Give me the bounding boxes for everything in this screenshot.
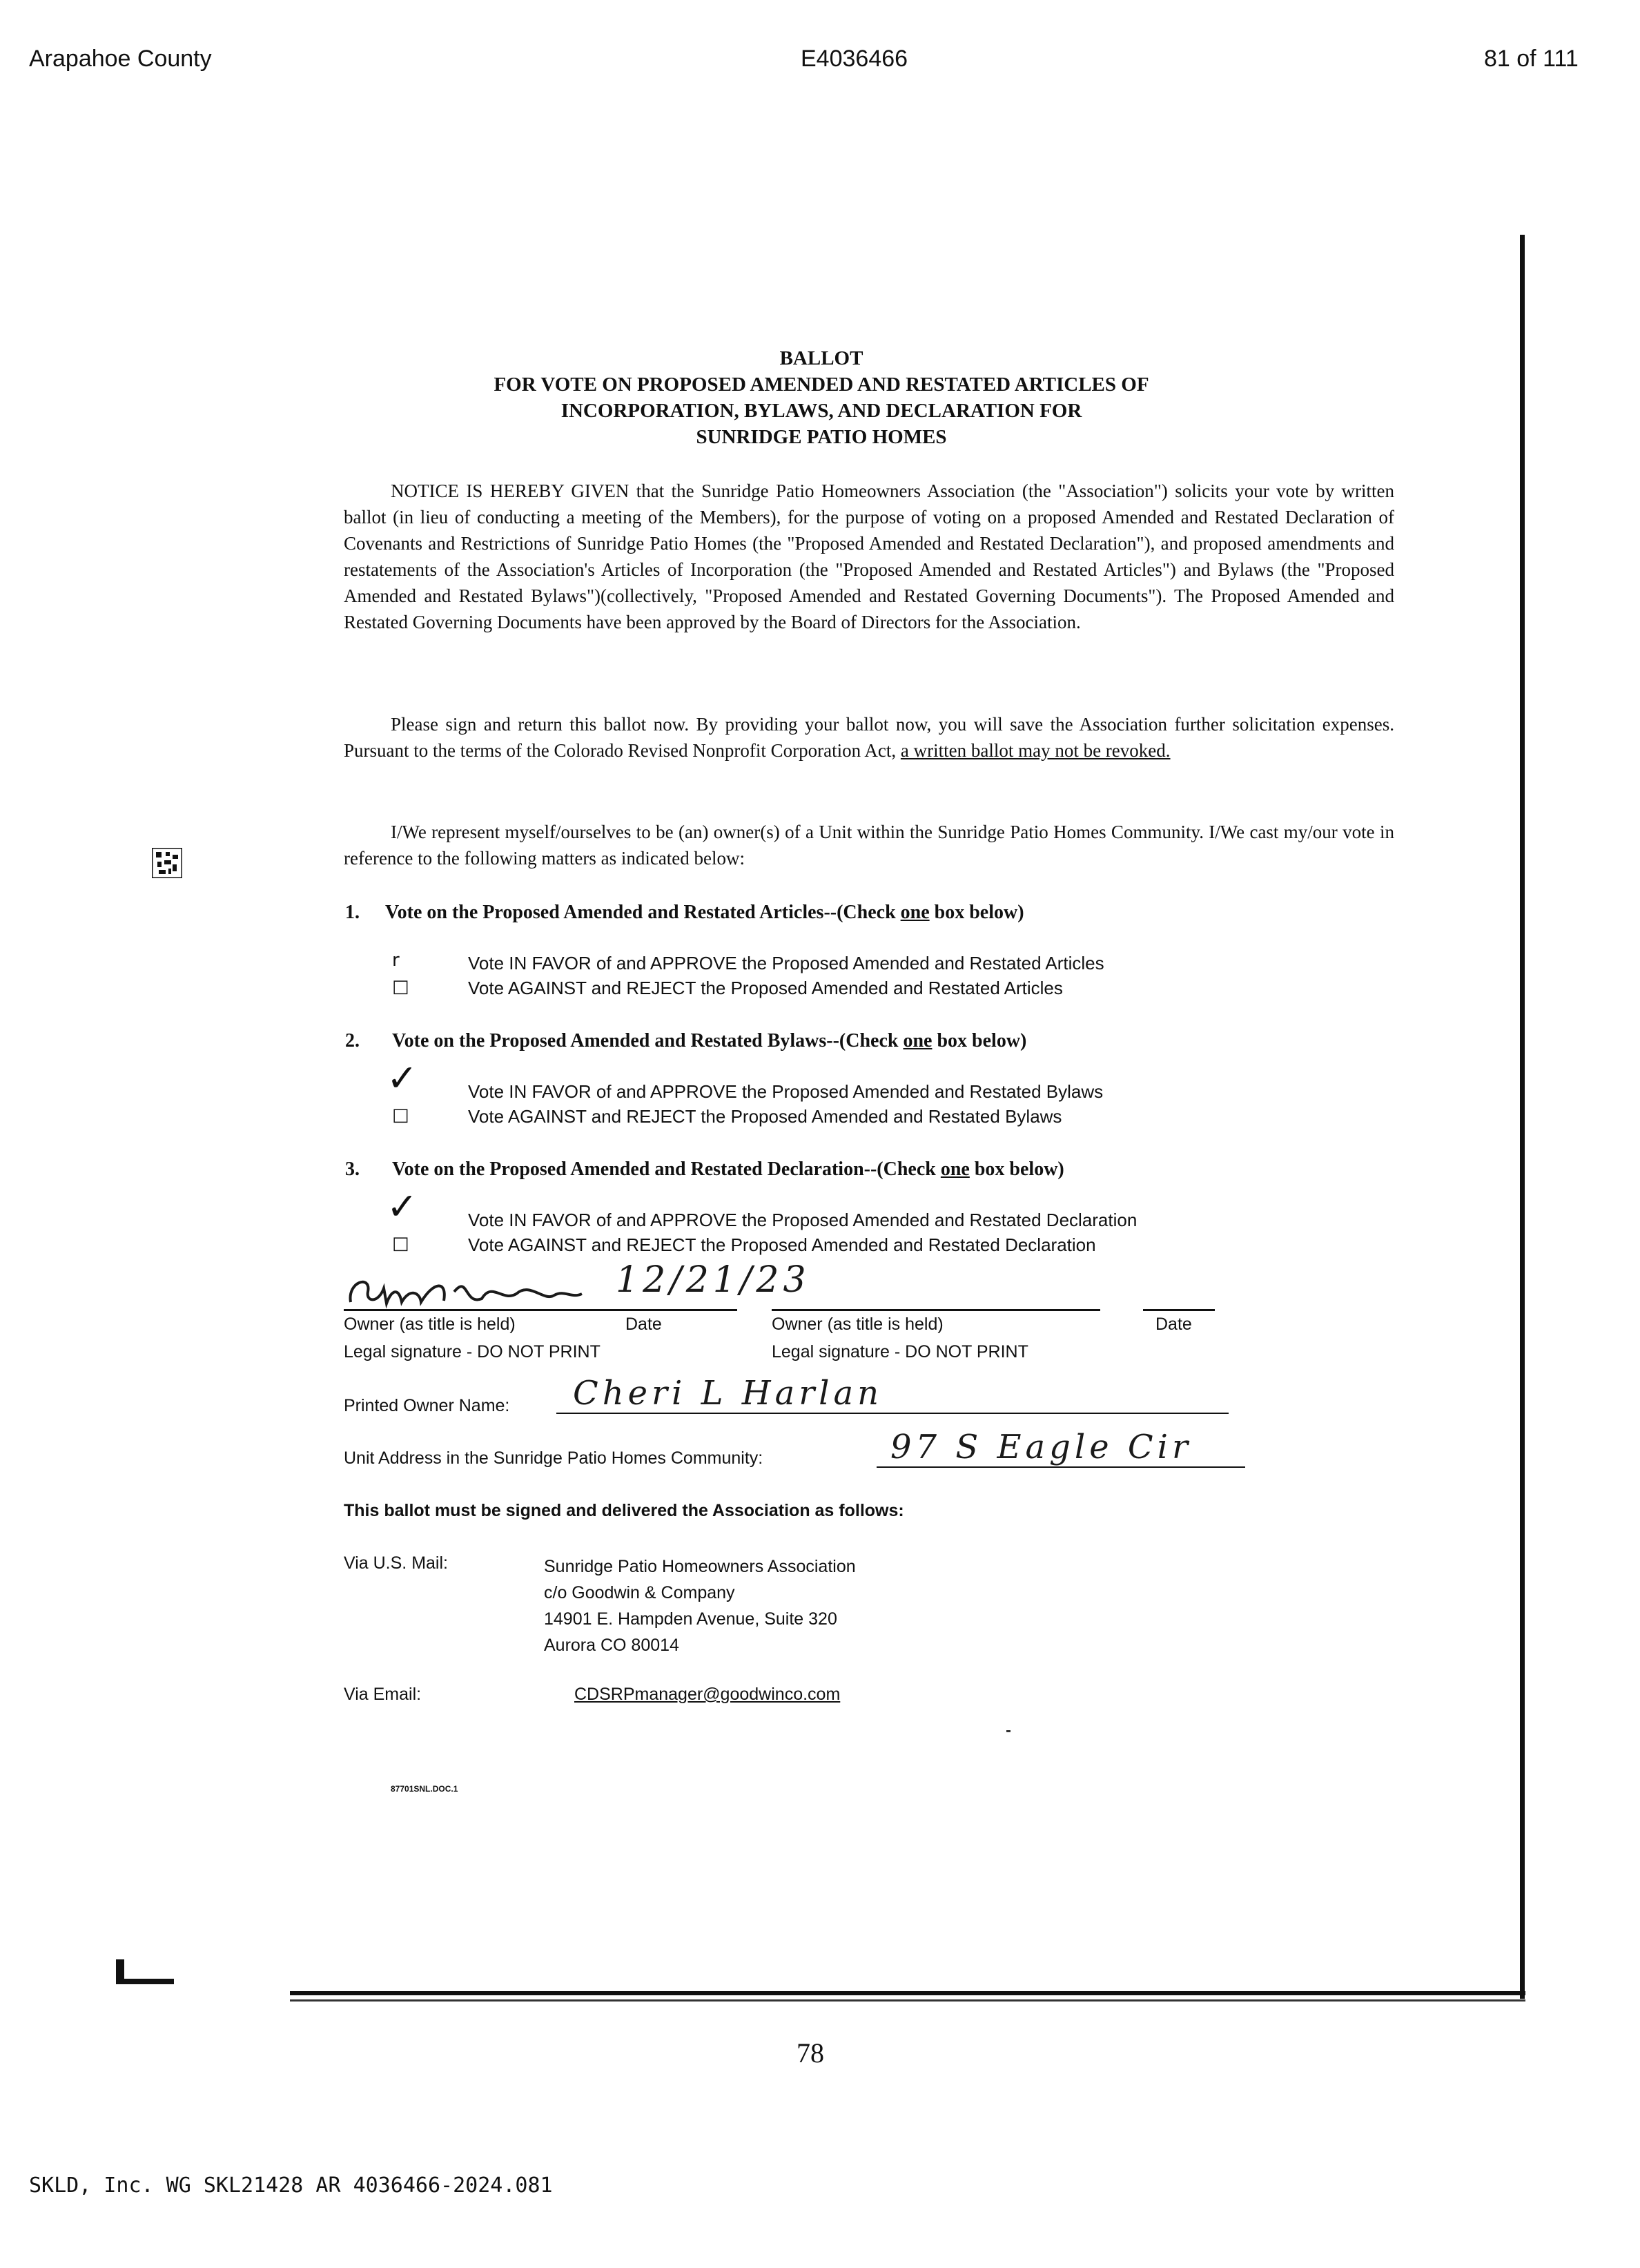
return-paragraph xyxy=(344,711,1394,764)
return-text: Please sign and return this ballot now. By providing your ballot now, you will save the Association further solicitation expenses. Pursuant to the terms of the Colorado Revised Nonprofit Corporation Act, xyxy=(344,714,1394,761)
mail-line-3: 14901 E. Hampden Avenue, Suite 320 xyxy=(544,1609,837,1629)
item-2-favor-box[interactable]: ✓ xyxy=(387,1056,418,1100)
printed-name-label: Printed Owner Name: xyxy=(344,1396,510,1415)
item-2-against-label: Vote AGAINST and REJECT the Proposed Amended and Restated Bylaws xyxy=(468,1106,1062,1127)
reception-number: E4036466 xyxy=(801,46,908,72)
scan-bottom-border xyxy=(290,1991,1525,1995)
item-2-number: 2. xyxy=(345,1030,360,1051)
item-2-heading: 2. Vote on the Proposed Amended and Restated Bylaws--(Check one box below) xyxy=(345,1030,1027,1051)
owner-label-2: Owner (as title is held) xyxy=(772,1315,944,1334)
date-label-1: Date xyxy=(625,1315,662,1334)
date-line-2 xyxy=(1143,1309,1215,1311)
document-title xyxy=(442,345,1201,450)
unit-address-label: Unit Address in the Sunridge Patio Homes Community: xyxy=(344,1448,763,1468)
title-line-2: FOR VOTE ON PROPOSED AMENDED AND RESTATED ARTICLES OF xyxy=(494,374,1149,396)
scan-corner-base xyxy=(116,1979,174,1984)
legal-signature-label-1: Legal signature - DO NOT PRINT xyxy=(344,1342,601,1361)
item-3-favor-label: Vote IN FAVOR of and APPROVE the Proposed Amended and Restated Declaration xyxy=(468,1210,1138,1230)
mail-label: Via U.S. Mail: xyxy=(344,1553,448,1573)
delivery-intro: This ballot must be signed and delivered the Association as follows: xyxy=(344,1501,904,1520)
mail-line-2: c/o Goodwin & Company xyxy=(544,1583,735,1602)
mail-line-4: Aurora CO 80014 xyxy=(544,1636,679,1655)
return-underlined: a written ballot may not be revoked. xyxy=(900,740,1171,761)
mail-line-1: Sunridge Patio Homeowners Association xyxy=(544,1557,856,1576)
item-1-number: 1. xyxy=(345,902,360,923)
item-1-against-label: Vote AGAINST and REJECT the Proposed Amended and Restated Articles xyxy=(468,978,1063,998)
printed-name-line xyxy=(556,1413,1229,1414)
item-1-favor-box[interactable]: r xyxy=(392,950,400,971)
legal-signature-label-2: Legal signature - DO NOT PRINT xyxy=(772,1342,1028,1361)
item-3-heading: 3. Vote on the Proposed Amended and Restated Declaration--(Check one box below) xyxy=(345,1159,1064,1180)
scan-right-border xyxy=(1520,235,1525,1999)
date-label-2: Date xyxy=(1155,1315,1192,1334)
title-line-3: INCORPORATION, BYLAWS, AND DECLARATION FOR xyxy=(560,400,1082,422)
page-number: 78 xyxy=(797,2037,824,2068)
unit-address-line xyxy=(877,1466,1245,1468)
notice-paragraph: NOTICE IS HEREBY GIVEN that the Sunridge Patio Homeowners Association (the "Association") solicits your vote by written ballot (in lieu of conducting a meeting of the Members), for the purpose of voting on a proposed Amended and Restated Declaration of Covenants and Restrictions of Sunridge Patio Homes (the "Proposed Amended and Restated Declaration"), and proposed amendments and restatements of the Association's Articles of Incorporation (the "Proposed Amended and Restated Articles") and Bylaws (the "Proposed Amended and Restated Bylaws")(collectively, "Proposed Amended and Restated Governing Documents"). The Proposed Amended and Restated Governing Documents have been approved by the Board of Directors for the Association. xyxy=(344,481,1394,632)
owner-signature xyxy=(344,1261,592,1316)
signature-line-2 xyxy=(772,1309,1100,1311)
handwritten-date: 12/21/23 xyxy=(616,1259,810,1301)
signature-line-1 xyxy=(344,1309,737,1311)
document-code: 87701SNL.DOC.1 xyxy=(391,1784,458,1794)
item-1-against-box[interactable]: □ xyxy=(392,976,409,997)
item-1-favor-label: Vote IN FAVOR of and APPROVE the Proposed Amended and Restated Articles xyxy=(468,953,1104,973)
title-line-4: SUNRIDGE PATIO HOMES xyxy=(696,426,947,448)
county-header: Arapahoe County xyxy=(29,46,212,72)
printed-name-value: Cheri L Harlan xyxy=(573,1374,884,1413)
footer-stamp: SKLD, Inc. WG SKL21428 AR 4036466-2024.081 xyxy=(29,2173,553,2198)
item-2-favor-label: Vote IN FAVOR of and APPROVE the Proposed Amended and Restated Bylaws xyxy=(468,1081,1104,1102)
item-2-against-box[interactable]: □ xyxy=(392,1105,409,1125)
email-link[interactable]: CDSRPmanager@goodwinco.com xyxy=(574,1685,841,1704)
mail-address-block xyxy=(544,1553,856,1658)
title-line-1: BALLOT xyxy=(779,347,863,369)
page-of-count: 81 of 111 xyxy=(1484,46,1579,72)
email-label: Via Email: xyxy=(344,1685,422,1704)
scan-bottom-border-2 xyxy=(290,1999,1525,2002)
item-3-favor-box[interactable]: ✓ xyxy=(387,1185,418,1228)
item-1-heading: 1. Vote on the Proposed Amended and Restated Articles--(Check one box below) xyxy=(345,902,1024,923)
owner-label-1: Owner (as title is held) xyxy=(344,1315,516,1334)
represent-paragraph: I/We represent myself/ourselves to be (an) owner(s) of a Unit within the Sunridge Patio Homes Community. I/We cast my/our vote in reference to the following matters as indicated below: xyxy=(344,822,1394,869)
item-3-against-label: Vote AGAINST and REJECT the Proposed Amended and Restated Declaration xyxy=(468,1234,1096,1255)
item-3-against-box[interactable]: □ xyxy=(392,1233,409,1254)
item-3-number: 3. xyxy=(345,1159,360,1180)
barcode-icon xyxy=(152,848,182,878)
scan-speck xyxy=(1006,1730,1011,1732)
unit-address-value: 97 S Eagle Cir xyxy=(890,1428,1192,1466)
